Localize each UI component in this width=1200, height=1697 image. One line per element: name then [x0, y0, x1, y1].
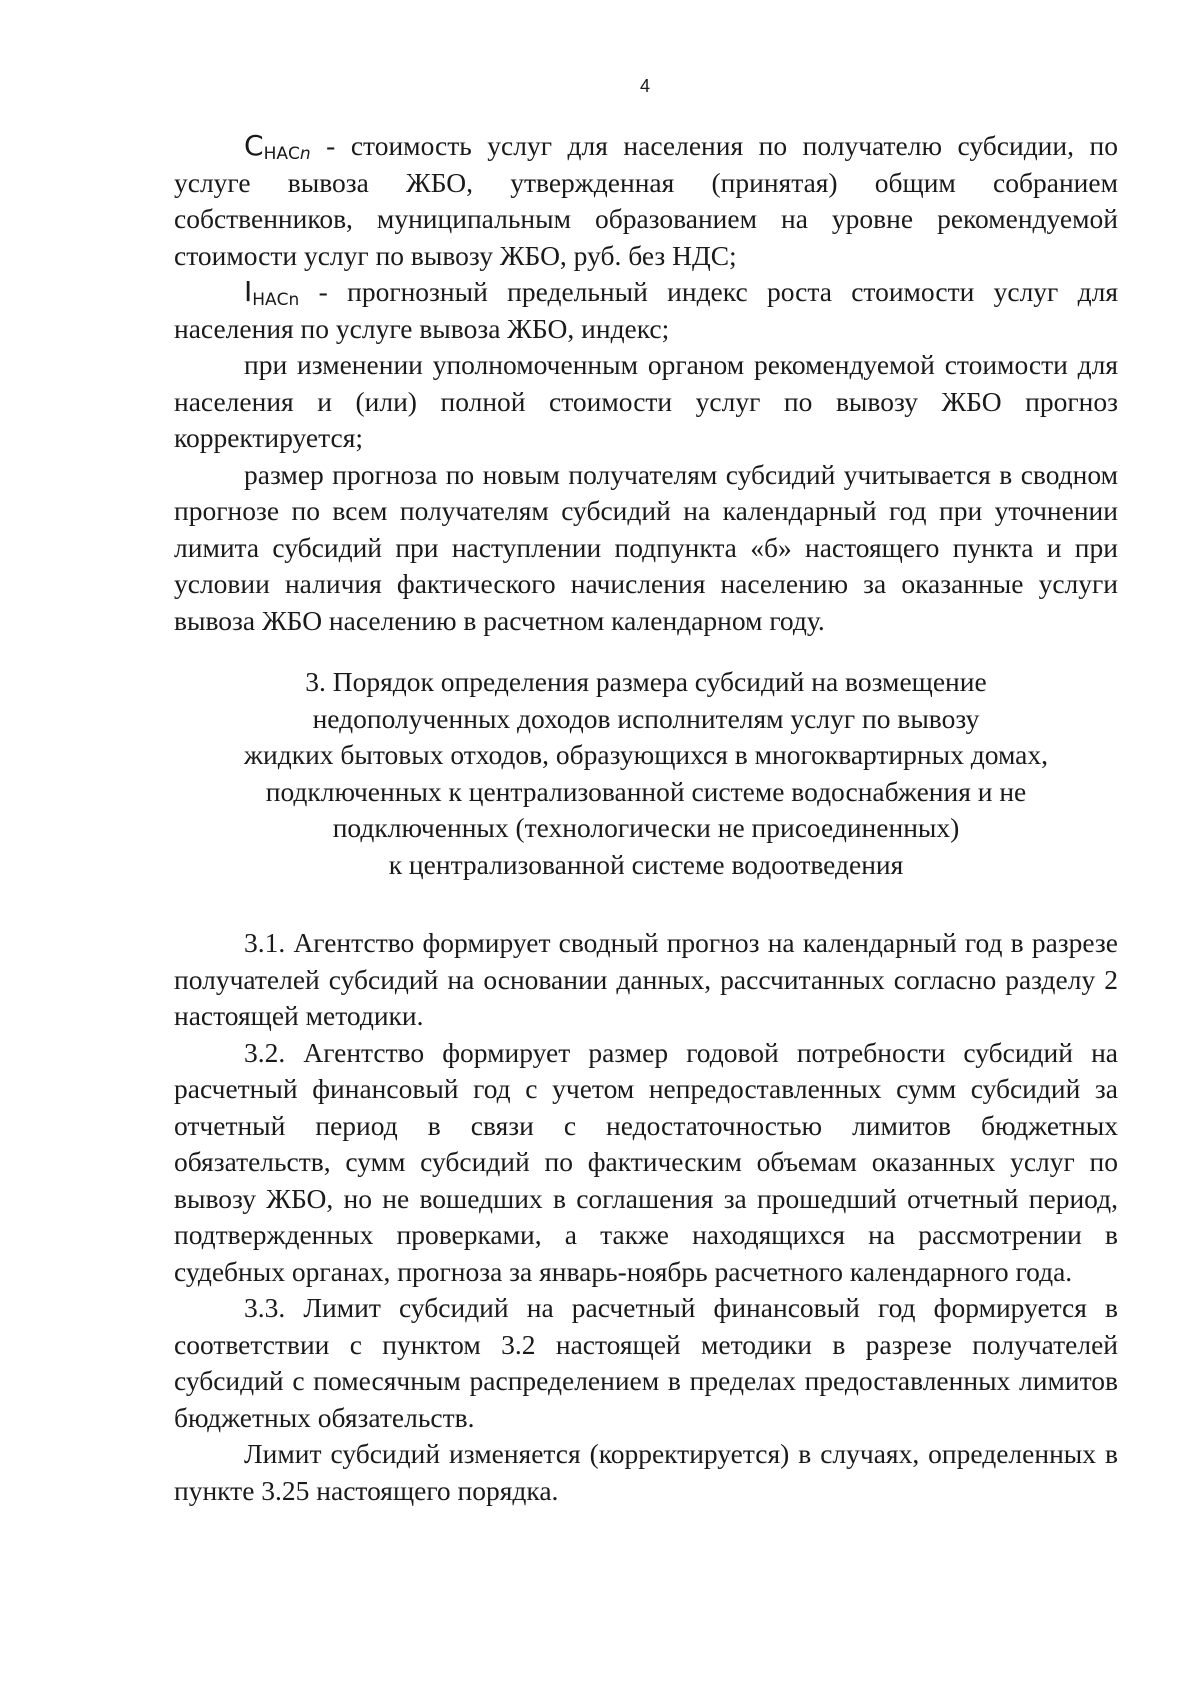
section-heading-line: к централизованной системе водоотведения [388, 848, 904, 880]
paragraph-3-3: 3.3. Лимит субсидий на расчетный финансовый год формируется в соответствии с пунктом 3.2 настоящей методики в разрезе получателей субсидий с помесячным распределением в пределах предоставленных лимитов бюджетных обязательств. [174, 1292, 1118, 1433]
formula-symbol-c-nasn: $C_{НАСn}$ [244, 129, 311, 164]
page-number: 4 [639, 76, 650, 96]
paragraph-3-1: 3.1. Агентство формирует сводный прогноз на календарный год в разрезе получателей субсидий на основании данных, рассчитанных согласно разделу 2 настоящей методики. [174, 927, 1118, 1031]
document-body [174, 128, 1118, 1509]
section-heading-line: подключенных к централизованной системе водоснабжения и не [265, 775, 1027, 807]
paragraph-forecast-correction: при изменении уполномоченным органом рекомендуемой стоимости для населения и (или) полной стоимости услуг по вывозу ЖБО прогноз корректируется; [174, 349, 1118, 453]
section-heading-line: жидких бытовых отходов, образующихся в многоквартирных домах, [244, 739, 1048, 770]
section-heading [174, 664, 1118, 883]
section-heading-line: 3. Порядок определения размера субсидий на возмещение [305, 666, 987, 697]
paragraph-new-recipients: размер прогноза по новым получателям субсидий учитывается в сводном прогнозе по всем получателям субсидий на календарный год при уточнении лимита субсидий при наступлении подпункта «б» настоящего пункта и при условии наличия фактического начисления населению за оказанные услуги вывоза ЖБО населению в расчетном календарном году. [174, 458, 1118, 636]
section-heading-line: недополученных доходов исполнителям услуг по вывозу [312, 702, 980, 734]
formula-symbol-i-nasn: $I_{НАСn}$ [244, 275, 300, 310]
paragraph-i-nasn: $I_{НАСn}$ - прогнозный предельный индекс роста стоимости услуг для населения по услуге вывоза ЖБО, индекс; [174, 275, 1118, 344]
paragraph-3-2: 3.2. Агентство формирует размер годовой потребности субсидий на расчетный финансовый год с учетом непредоставленных сумм субсидий за отчетный период в связи с недостаточностью лимитов бюджетных обязательств, сумм субсидий по фактическим объемам оказанных услуг по вывозу ЖБО, но не вошедших в соглашения за прошедший отчетный период, подтвержденных проверками, а также находящихся на рассмотрении в судебных органах, прогноза за январь-ноябрь расчетного календарного года. [174, 1036, 1118, 1287]
section-heading-line: подключенных (технологически не присоединенных) [332, 812, 960, 843]
paragraph-limit-change: Лимит субсидий изменяется (корректируется) в случаях, определенных в пункте 3.25 настоящего порядка. [174, 1438, 1118, 1506]
paragraph-c-nasn: $C_{НАСn}$ - стоимость услуг для населения по получателю субсидии, по услуге вывоза ЖБО, утвержденная (принятая) общим собранием собственников, муниципальным образованием на уровне рекомендуемой стоимости услуг по вывозу ЖБО, руб. без НДС; [174, 129, 1118, 271]
